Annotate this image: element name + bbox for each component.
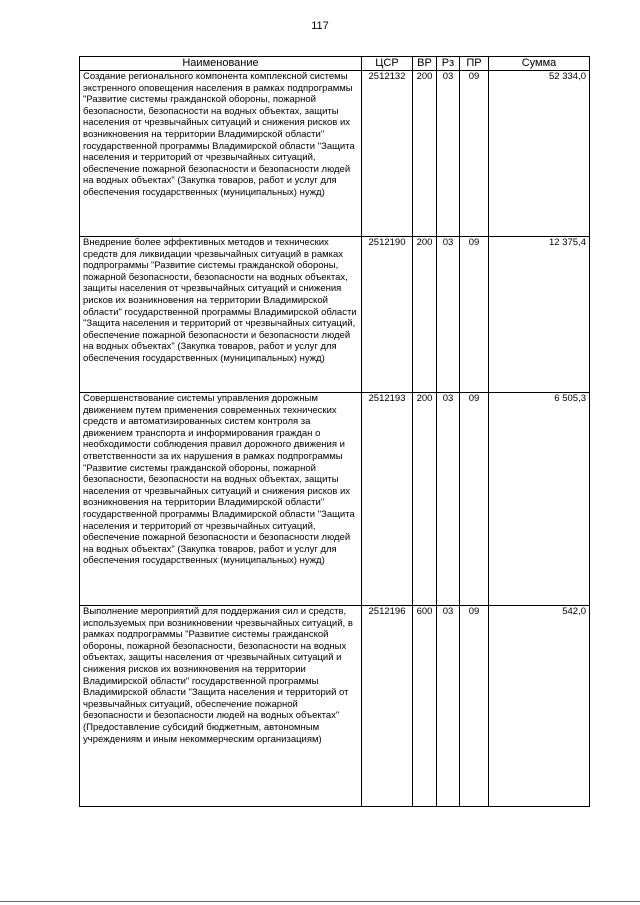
header-pr: ПР bbox=[460, 57, 489, 71]
header-name: Наименование bbox=[80, 57, 362, 71]
row-vr: 200 bbox=[413, 237, 437, 393]
row-rz: 03 bbox=[437, 71, 460, 237]
row-sum: 542,0 bbox=[489, 606, 590, 807]
row-pr: 09 bbox=[460, 237, 489, 393]
table-row bbox=[80, 237, 590, 393]
row-vr: 200 bbox=[413, 71, 437, 237]
header-csr: ЦСР bbox=[362, 57, 413, 71]
header-rz: Рз bbox=[437, 57, 460, 71]
row-pr: 09 bbox=[460, 71, 489, 237]
row-vr: 600 bbox=[413, 606, 437, 807]
page-number: 117 bbox=[311, 20, 329, 32]
row-pr: 09 bbox=[460, 606, 489, 807]
row-name: Выполнение мероприятий для поддержания сил и средств, используемых при возникновении чрезвычайных ситуаций, в рамках подпрограммы "Развитие системы гражданской обороны, пожарной безопасности, безопасности на водных объектах, защиты населения от чрезвычайных ситуаций и снижения рисков их возникновения на территории Владимирской области" государственной программы Владимирской области "Защита населения и территорий от чрезвычайных ситуаций, обеспечение пожарной безопасности и безопасности людей на водных объектах" (Предоставление субсидий бюджетным, автономным учреждениям и иным некоммерческим организациям) bbox=[80, 606, 362, 807]
budget-table bbox=[79, 56, 590, 807]
header-vr: ВР bbox=[413, 57, 437, 71]
row-csr: 2512193 bbox=[362, 393, 413, 606]
table-row bbox=[80, 393, 590, 606]
row-rz: 03 bbox=[437, 606, 460, 807]
row-rz: 03 bbox=[437, 237, 460, 393]
table-row bbox=[80, 606, 590, 807]
row-sum: 6 505,3 bbox=[489, 393, 590, 606]
row-csr: 2512190 bbox=[362, 237, 413, 393]
page-bottom-divider bbox=[0, 901, 640, 902]
row-rz: 03 bbox=[437, 393, 460, 606]
row-name: Внедрение более эффективных методов и технических средств для ликвидации чрезвычайных ситуаций в рамках подпрограммы "Развитие системы гражданской обороны, пожарной безопасности, безопасности на водных объектах, защиты населения от чрезвычайных ситуаций и снижения рисков их возникновения на территории Владимирской области" государственной программы Владимирской области "Защита населения и территорий от чрезвычайных ситуаций, обеспечение пожарной безопасности и безопасности людей на водных объектах" (Закупка товаров, работ и услуг для обеспечения государственных (муниципальных) нужд) bbox=[80, 237, 362, 393]
row-csr: 2512132 bbox=[362, 71, 413, 237]
header-sum: Сумма bbox=[489, 57, 590, 71]
row-csr: 2512196 bbox=[362, 606, 413, 807]
row-sum: 52 334,0 bbox=[489, 71, 590, 237]
row-sum: 12 375,4 bbox=[489, 237, 590, 393]
row-pr: 09 bbox=[460, 393, 489, 606]
table-header-row bbox=[80, 57, 590, 71]
row-name: Совершенствование системы управления дорожным движением путем применения современных технических средств и автоматизированных систем контроля за движением транспорта и информирования граждан о необходимости соблюдения правил дорожного движения и ответственности за их нарушения в рамках подпрограммы "Развитие системы гражданской обороны, пожарной безопасности, безопасности на водных объектах, защиты населения от чрезвычайных ситуаций и снижения рисков их возникновения на территории Владимирской области" государственной программы Владимирской области "Защита населения и территорий от чрезвычайных ситуаций, обеспечение пожарной безопасности и безопасности людей на водных объектах" (Закупка товаров, работ и услуг для обеспечения государственных (муниципальных) нужд) bbox=[80, 393, 362, 606]
table-row bbox=[80, 71, 590, 237]
row-name: Создание регионального компонента комплексной системы экстренного оповещения населения в рамках подпрограммы "Развитие системы гражданской обороны, пожарной безопасности, безопасности на водных объектах, защиты населения от чрезвычайных ситуаций и снижения рисков их возникновения на территории Владимирской области" государственной программы Владимирской области "Защита населения и территорий от чрезвычайных ситуаций, обеспечение пожарной безопасности и безопасности людей на водных объектах" (Закупка товаров, работ и услуг для обеспечения государственных (муниципальных) нужд) bbox=[80, 71, 362, 237]
row-vr: 200 bbox=[413, 393, 437, 606]
